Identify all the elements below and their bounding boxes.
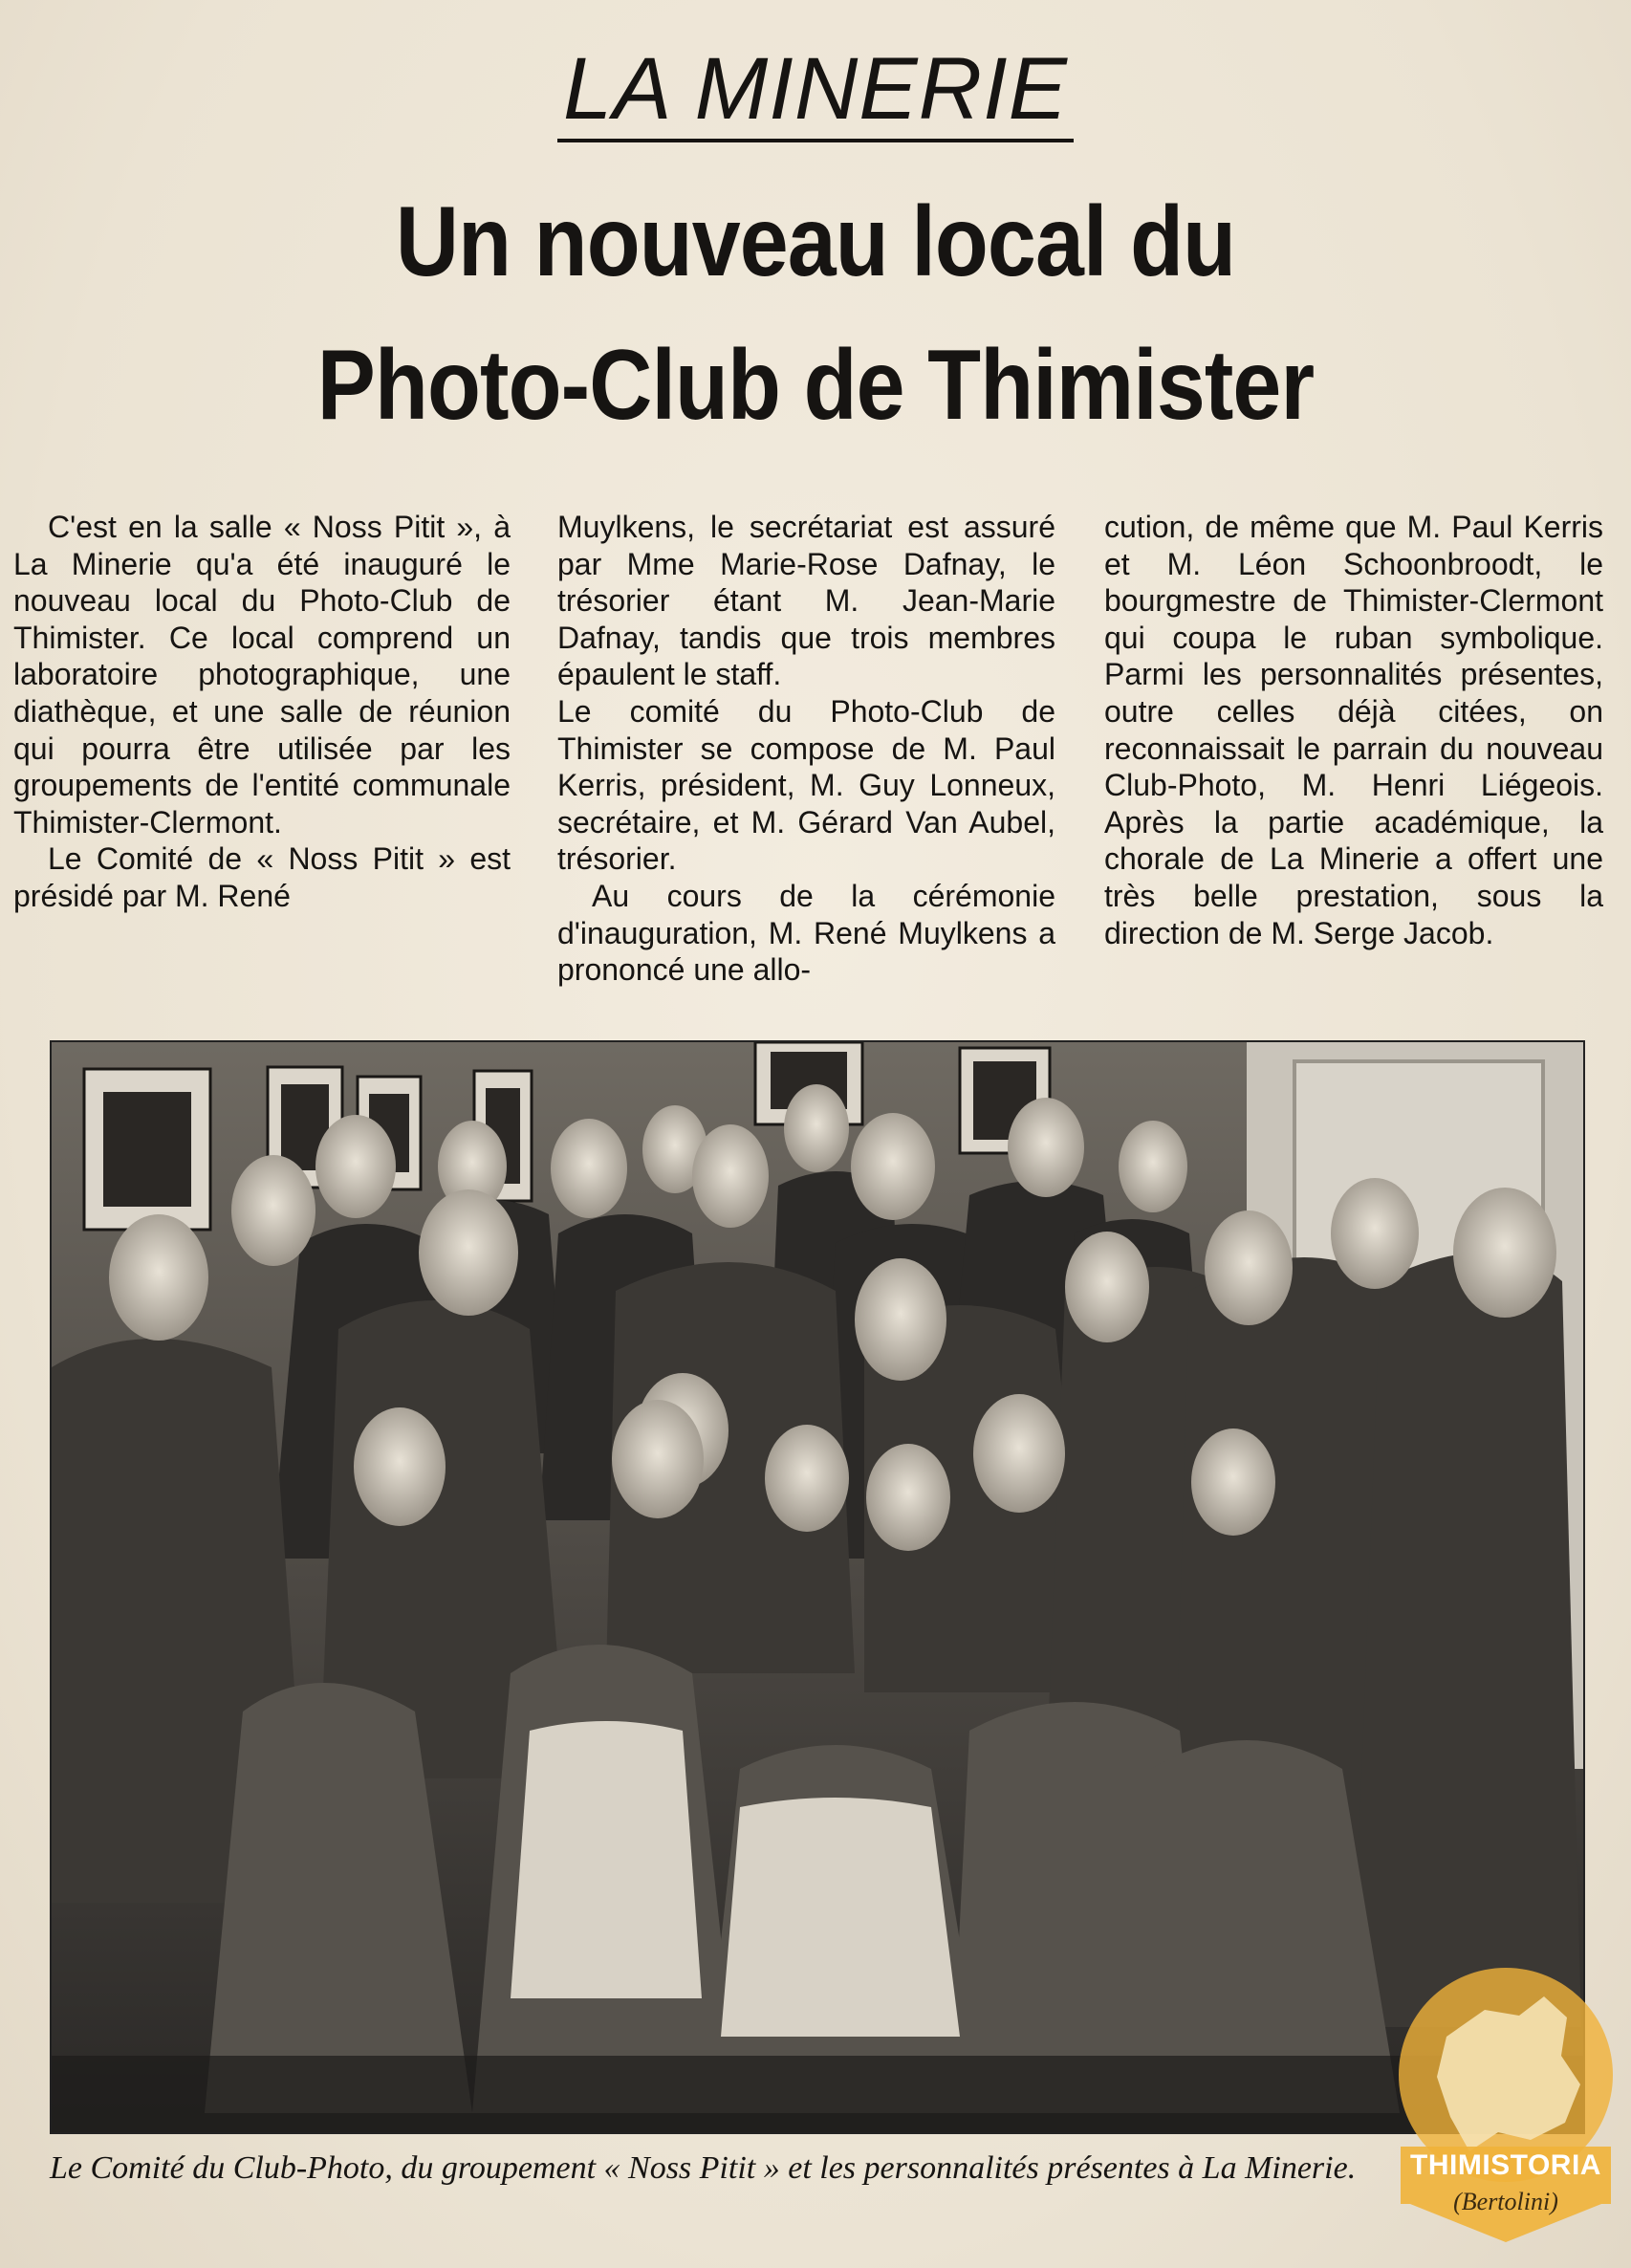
kicker-text: LA MINERIE xyxy=(557,41,1074,142)
headline-line-2: Photo-Club de Thimister xyxy=(316,330,1315,441)
paragraph: cution, de même que M. Paul Kerris et M. Léon Schoonbroodt, le bourgmestre de Thimister-Clermont qui coupa le ruban symbolique. Parmi les personnalités présentes, outre celles déjà citées, on reconnaissait le parrain du nouveau Club-Photo, M. Henri Liégeois. Après la partie académique, la chorale de La Minerie a offert une très belle prestation, sous la direction de M. Serge Jacob. xyxy=(1104,510,1603,950)
paragraph: Muylkens, le secrétariat est assuré par Mme Marie-Rose Dafnay, le trésorier étant M. Jean-Marie Dafnay, tandis que trois membres épaulent le staff. xyxy=(557,510,1055,692)
watermark-title: THIMISTORIA xyxy=(1410,2149,1601,2181)
headline xyxy=(98,170,1533,457)
paragraph: Au cours de la cérémonie d'inauguration, M. René Muylkens a prononcé une allo- xyxy=(557,878,1055,988)
watermark-subtitle: (Bertolini) xyxy=(1453,2188,1558,2215)
headline-line-1: Un nouveau local du xyxy=(395,186,1236,297)
paragraph: Le comité du Photo-Club de Thimister se compose de M. Paul Kerris, président, M. Guy Lonneux, secrétaire, et M. Gérard Van Aubel, trésorier. xyxy=(557,693,1055,877)
photo-caption: Le Comité du Club-Photo, du groupement « Noss Pitit » et les personnalités présentes à La Minerie. xyxy=(50,2150,1357,2186)
group-photograph xyxy=(50,1040,1585,2134)
article-column-3 xyxy=(1104,509,1603,951)
section-kicker xyxy=(0,36,1631,142)
paragraph: Le Comité de « Noss Pitit » est présidé par M. René xyxy=(13,841,511,913)
article-column-1 xyxy=(13,509,511,915)
article-column-2 xyxy=(557,509,1055,989)
paragraph: C'est en la salle « Noss Pitit », à La Minerie qu'a été inauguré le nouveau local du Photo-Club de Thimister. Ce local comprend un laboratoire photographique, une diathèque, et une salle de réunion qui pourra être utilisée par les groupements de l'entité communale Thimister-Clermont. xyxy=(13,510,511,840)
